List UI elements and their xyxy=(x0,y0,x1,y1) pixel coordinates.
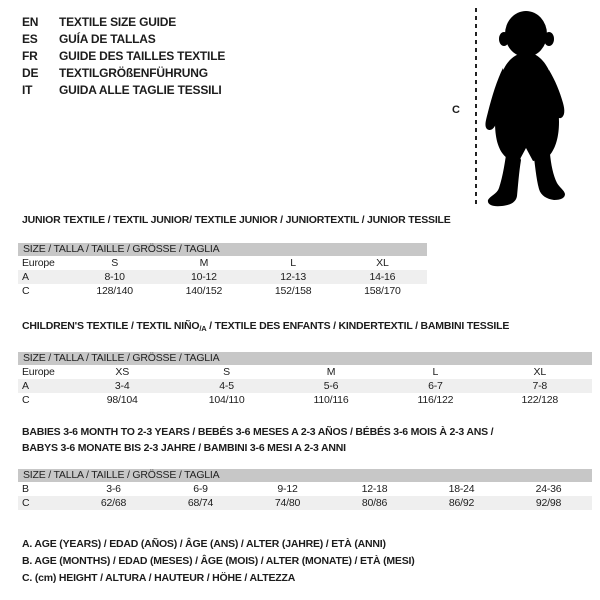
table-cell: 86/92 xyxy=(448,497,475,509)
table-row xyxy=(18,270,427,284)
table-cell: L xyxy=(290,257,296,269)
table-cell: 62/68 xyxy=(100,497,127,509)
footnote-c: C. (cm) HEIGHT / ALTURA / HAUTEUR / HÖHE / ALTEZZA xyxy=(22,572,296,584)
table-cell: 104/110 xyxy=(208,394,245,406)
table-cell: 18-24 xyxy=(448,483,475,495)
table-cell: 9-12 xyxy=(277,483,298,495)
table-cell: 3-6 xyxy=(106,483,121,495)
row-label: C xyxy=(22,497,30,509)
table-cell: 8-10 xyxy=(104,271,125,283)
table-cell: XL xyxy=(533,366,546,378)
table-cell: 24-36 xyxy=(535,483,562,495)
row-label: C xyxy=(22,285,30,297)
table-row xyxy=(18,256,427,270)
table-cell: M xyxy=(326,366,336,378)
row-label: A xyxy=(22,271,29,283)
toddler-silhouette-icon xyxy=(483,8,573,208)
table-row xyxy=(18,482,592,496)
language-row xyxy=(22,65,225,82)
language-row xyxy=(22,14,225,31)
table-cell: 74/80 xyxy=(274,497,301,509)
table-row xyxy=(18,496,592,510)
table-cell: 14-16 xyxy=(369,271,396,283)
language-title-list xyxy=(22,14,225,99)
language-code: EN xyxy=(22,15,39,29)
language-row xyxy=(22,48,225,65)
language-code: DE xyxy=(22,66,39,80)
guide-title-de: TEXTILGRÖßENFÜHRUNG xyxy=(59,66,208,80)
table-cell: XL xyxy=(376,257,389,269)
table-cell: 6-7 xyxy=(428,380,443,392)
table-cell: 98/104 xyxy=(106,394,138,406)
table-cell: 110/116 xyxy=(313,394,349,406)
table-cell: S xyxy=(111,257,119,269)
table-cell: 128/140 xyxy=(96,285,133,297)
table-cell: 116/122 xyxy=(417,394,454,406)
height-measure-dashed-line xyxy=(475,8,477,205)
row-label: B xyxy=(22,483,29,495)
guide-title-fr: GUIDE DES TAILLES TEXTILE xyxy=(59,49,226,63)
table-cell: 92/98 xyxy=(535,497,562,509)
table-cell: 122/128 xyxy=(521,394,559,406)
children-title-suffix: / TEXTILE DES ENFANTS / KINDERTEXTIL / BAMBINI TESSILE xyxy=(206,320,510,332)
table-row xyxy=(18,379,592,393)
table-row xyxy=(18,393,592,407)
babies-size-table xyxy=(18,469,592,510)
babies-table xyxy=(18,482,592,510)
row-label: Europe xyxy=(22,257,55,269)
table-cell: 6-9 xyxy=(193,483,208,495)
junior-table-title: JUNIOR TEXTILE / TEXTIL JUNIOR/ TEXTILE JUNIOR / JUNIORTEXTIL / JUNIOR TESSILE xyxy=(22,214,451,226)
row-label: A xyxy=(22,380,29,392)
row-label: C xyxy=(22,394,30,406)
table-cell: 3-4 xyxy=(114,380,130,392)
size-header-bar: SIZE / TALLA / TAILLE / GRÖSSE / TAGLIA xyxy=(18,352,592,365)
row-label: Europe xyxy=(22,366,55,378)
footnotes xyxy=(22,536,415,587)
junior-size-table xyxy=(18,243,427,298)
children-title-subscript: /A xyxy=(199,324,207,333)
table-cell: 12-13 xyxy=(280,271,307,283)
table-cell: 152/158 xyxy=(274,285,312,297)
children-size-table xyxy=(18,352,592,407)
language-code: ES xyxy=(22,32,38,46)
height-measure-label: C xyxy=(452,104,460,116)
table-cell: 158/170 xyxy=(364,285,401,297)
language-code: IT xyxy=(22,83,33,97)
footnote-b: B. AGE (MONTHS) / EDAD (MESES) / ÂGE (MOIS) / ALTER (MONATE) / ETÀ (MESI) xyxy=(22,555,415,567)
table-cell: 10-12 xyxy=(190,271,217,283)
footnote-a: A. AGE (YEARS) / EDAD (AÑOS) / ÂGE (ANS) / ALTER (JAHRE) / ETÀ (ANNI) xyxy=(22,538,386,550)
table-row xyxy=(18,365,592,379)
babies-table-title xyxy=(22,424,582,456)
babies-title-line1: BABIES 3-6 MONTH TO 2-3 YEARS / BEBÉS 3-6 MESES A 2-3 AÑOS / BÉBÉS 3-6 MOIS À 2-3 ANS / xyxy=(22,426,494,438)
table-cell: 140/152 xyxy=(185,285,223,297)
guide-title-en: TEXTILE SIZE GUIDE xyxy=(59,15,177,29)
table-row xyxy=(18,284,427,298)
guide-title-it: GUIDA ALLE TAGLIE TESSILI xyxy=(59,83,222,97)
table-cell: 5-6 xyxy=(323,380,339,392)
language-row xyxy=(22,82,225,99)
table-cell: M xyxy=(199,257,209,269)
children-table xyxy=(18,365,592,407)
table-cell: S xyxy=(223,366,230,378)
children-title-prefix: CHILDREN'S TEXTILE / TEXTIL NIÑO xyxy=(22,320,200,332)
guide-title-es: GUÍA DE TALLAS xyxy=(59,32,156,46)
table-cell: L xyxy=(432,366,439,378)
table-cell: 7-8 xyxy=(532,380,548,392)
table-cell: 80/86 xyxy=(361,497,388,509)
table-cell: 4-5 xyxy=(219,380,234,392)
size-header-bar: SIZE / TALLA / TAILLE / GRÖSSE / TAGLIA xyxy=(18,243,427,256)
language-row xyxy=(22,31,225,48)
size-header-bar: SIZE / TALLA / TAILLE / GRÖSSE / TAGLIA xyxy=(18,469,592,482)
language-code: FR xyxy=(22,49,38,63)
table-cell: XS xyxy=(115,366,129,378)
table-cell: 68/74 xyxy=(187,497,214,509)
children-table-title xyxy=(22,320,509,333)
table-cell: 12-18 xyxy=(361,483,388,495)
junior-table xyxy=(18,256,427,298)
babies-title-line2: BABYS 3-6 MONATE BIS 2-3 JAHRE / BAMBINI 3-6 MESI A 2-3 ANNI xyxy=(22,442,346,454)
